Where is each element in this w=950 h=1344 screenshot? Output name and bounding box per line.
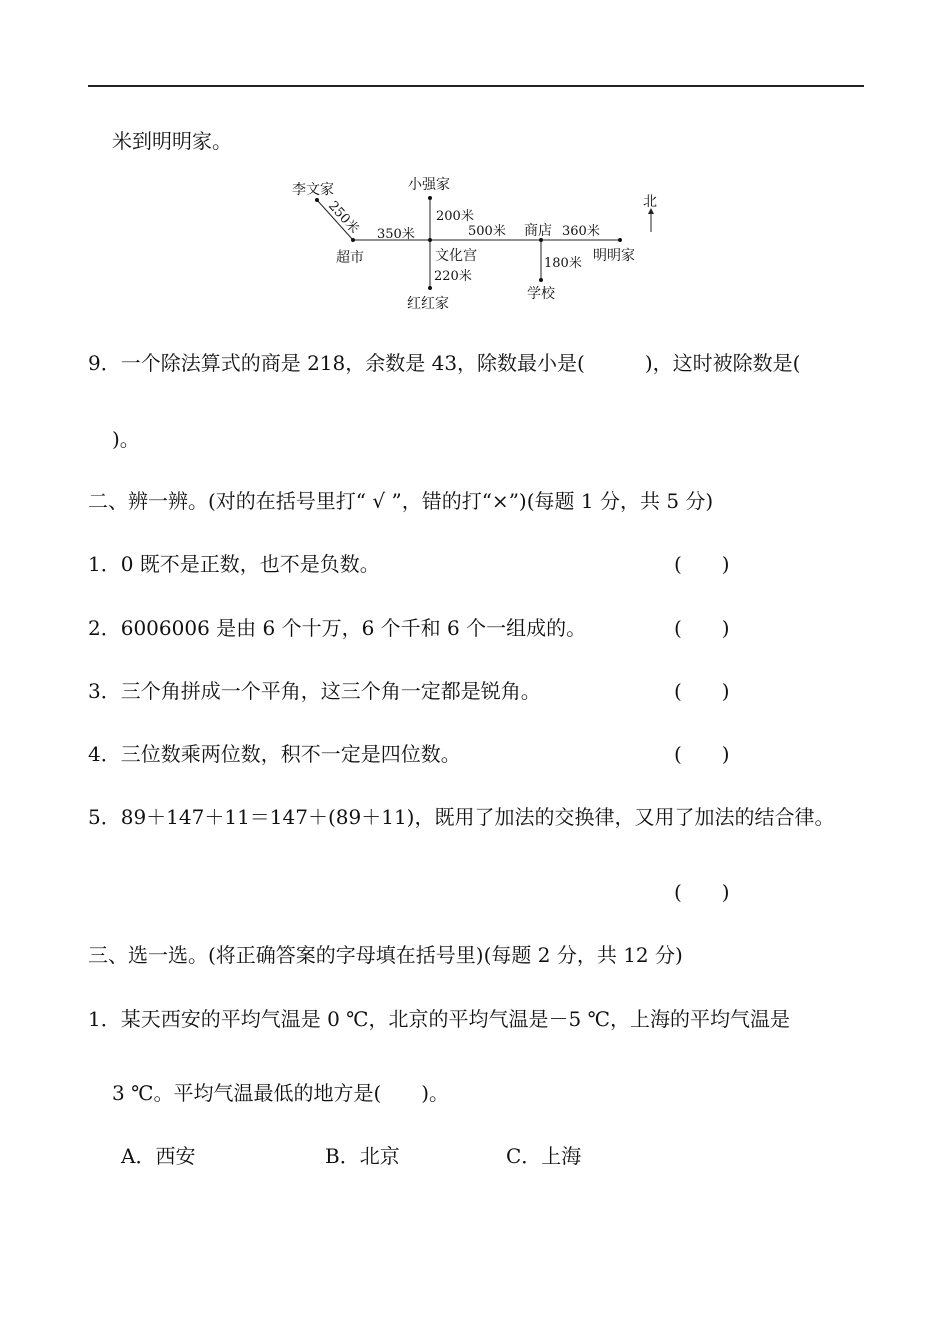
section3-title: 三、选一选。(将正确答案的字母填在括号里)(每题 2 分，共 12 分) xyxy=(88,943,683,967)
option-b[interactable]: B．北京 xyxy=(325,1144,400,1168)
answer-paren-3[interactable]: ( ) xyxy=(674,679,730,703)
section2-item-4: 4．三位数乘两位数，积不一定是四位数。 xyxy=(88,742,461,766)
distance-supermarket-palace: 350米 xyxy=(377,227,415,242)
point-honghong-home xyxy=(428,286,432,290)
section2-item-3: 3．三个角拼成一个平角，这三个角一定都是锐角。 xyxy=(88,679,541,703)
section2-title: 二、辨一辨。(对的在括号里打“ √ ”，错的打“×”)(每题 1 分，共 5 分) xyxy=(88,489,714,513)
option-c[interactable]: C．上海 xyxy=(506,1144,582,1168)
q9-line-2: )。 xyxy=(112,427,140,451)
point-li-home xyxy=(315,198,319,202)
point-mingming-home xyxy=(618,238,622,242)
top-rule xyxy=(88,85,864,87)
answer-paren-4[interactable]: ( ) xyxy=(674,742,730,766)
section3-q1-line-2: 3 ℃。平均气温最低的地方是( )。 xyxy=(112,1081,450,1105)
label-north: 北 xyxy=(643,194,657,210)
label-school: 学校 xyxy=(527,286,555,302)
distance-palace-honghong: 220米 xyxy=(434,269,472,284)
route-map xyxy=(270,170,690,320)
label-culture-palace: 文化宫 xyxy=(435,248,477,264)
answer-paren-2[interactable]: ( ) xyxy=(674,616,730,640)
point-school xyxy=(539,278,543,282)
lead-text: 米到明明家。 xyxy=(112,129,232,153)
q9-line-1: 9．一个除法算式的商是 218，余数是 43，除数最小是( )，这时被除数是( xyxy=(88,351,801,375)
distance-palace-shop: 500米 xyxy=(468,224,506,239)
option-a[interactable]: A．西安 xyxy=(121,1144,196,1168)
answer-paren-5[interactable]: ( ) xyxy=(674,880,730,904)
point-supermarket xyxy=(351,238,355,242)
section3-q1-line-1: 1．某天西安的平均气温是 0 ℃，北京的平均气温是－5 ℃，上海的平均气温是 xyxy=(88,1007,790,1031)
label-supermarket: 超市 xyxy=(336,250,364,266)
distance-li-supermarket: 250米 xyxy=(325,198,362,237)
section2-item-2: 2．6006006 是由 6 个十万，6 个千和 6 个一组成的。 xyxy=(88,616,587,640)
distance-shop-mingming: 360米 xyxy=(562,224,600,239)
distance-xiaoqiang-palace: 200米 xyxy=(436,209,474,224)
label-xiaoqiang-home: 小强家 xyxy=(408,177,450,193)
label-honghong-home: 红红家 xyxy=(407,296,449,312)
distance-shop-school: 180米 xyxy=(544,256,582,271)
point-culture-palace xyxy=(428,238,432,242)
section2-item-1: 1．0 既不是正数，也不是负数。 xyxy=(88,552,380,576)
section2-item-5: 5．89＋147＋11＝147＋(89＋11)，既用了加法的交换律，又用了加法的结合律。 xyxy=(88,805,835,829)
label-li-home: 李文家 xyxy=(292,182,334,198)
label-shop: 商店 xyxy=(524,223,552,239)
point-xiaoqiang-home xyxy=(428,196,432,200)
answer-paren-1[interactable]: ( ) xyxy=(674,552,730,576)
label-mingming-home: 明明家 xyxy=(593,248,635,264)
